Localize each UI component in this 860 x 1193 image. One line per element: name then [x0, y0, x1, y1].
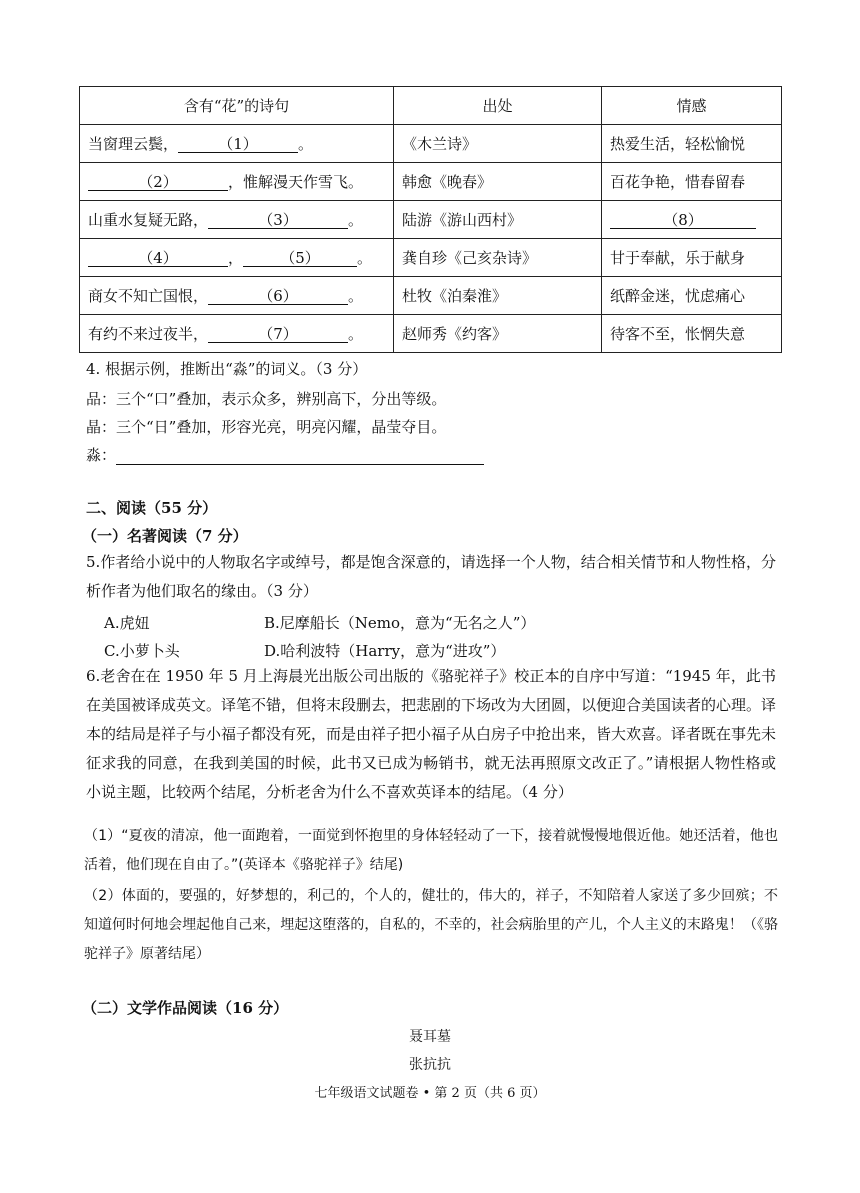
- emotion-cell: 热爱生活，轻松愉悦: [602, 125, 782, 163]
- emotion-cell: 纸醉金迷，忧虑痛心: [602, 277, 782, 315]
- table-row: [80, 125, 782, 163]
- source-cell: 赵师秀《约客》: [394, 315, 602, 353]
- emotion-cell: 百花争艳，惜春留春: [602, 163, 782, 201]
- answer-blank[interactable]: （5）: [243, 250, 357, 267]
- subsection-1-title: （一）名著阅读（7 分）: [82, 527, 248, 545]
- answer-blank[interactable]: [116, 450, 484, 465]
- q4-title: 4. 根据示例，推断出“淼”的词义。（3 分）: [86, 360, 368, 378]
- answer-blank[interactable]: （4）: [88, 250, 228, 267]
- q5-option-d: D.哈利波特（Harry，意为“进攻”）: [264, 642, 506, 660]
- table-row: [80, 201, 782, 239]
- article-author: 张抗抗: [409, 1057, 451, 1073]
- article-title: 聂耳墓: [409, 1029, 451, 1045]
- poem-table: [79, 86, 782, 353]
- answer-blank[interactable]: （6）: [208, 288, 348, 305]
- poem-cell: 当窗理云鬓， （1） 。: [80, 125, 394, 163]
- header-source: 出处: [394, 87, 602, 125]
- source-cell: 龚自珍《己亥杂诗》: [394, 239, 602, 277]
- header-emotion: 情感: [602, 87, 782, 125]
- table-row: [80, 163, 782, 201]
- source-cell: 陆游《游山西村》: [394, 201, 602, 239]
- answer-blank[interactable]: （7）: [208, 326, 348, 343]
- q5-text: 5.作者给小说中的人物取名字或绰号，都是饱含深意的，请选择一个人物，结合相关情节和人物性格，分析作者为他们取名的缘由。（3 分）: [86, 553, 776, 600]
- poem-cell: （4） ， （5） 。: [80, 239, 394, 277]
- poem-cell: 商女不知亡国恨， （6） 。: [80, 277, 394, 315]
- poem-cell: 有约不来过夜半， （7） 。: [80, 315, 394, 353]
- q6-excerpt-2: （2）体面的，要强的，好梦想的，利己的，个人的，健壮的，伟大的，祥子，不知陪着人家送了多少回殡；不知道何时何地会埋起他自己来，埋起这堕落的，自私的，不幸的，社会病胎里的产儿，个人主义的末路鬼！（《骆驼祥子》原著结尾）: [84, 888, 778, 962]
- table-row: [80, 315, 782, 353]
- source-cell: 《木兰诗》: [394, 125, 602, 163]
- emotion-cell: 待客不至，怅惘失意: [602, 315, 782, 353]
- answer-blank[interactable]: （2）: [88, 174, 228, 191]
- emotion-cell: [602, 201, 782, 239]
- source-cell: 杜牧《泊秦淮》: [394, 277, 602, 315]
- q6-text: 6.老舍在在 1950 年 5 月上海晨光出版公司出版的《骆驼祥子》校正本的自序中写道：“1945 年，此书在美国被译成英文。译笔不错，但将末段删去，把悲剧的下场改为大团圆，以便迎合美国读者的心理。译本的结局是祥子与小福子都没有死，而是由祥子把小福子从白房子中抢出来，皆大欢喜。译者既在事先未征求我的同意，在我到美国的时候，此书又已成为畅销书，就无法再照原文改正了。”请根据人物性格或小说主题，比较两个结尾，分析老舍为什么不喜欢英译本的结尾。（4 分）: [86, 667, 777, 801]
- q4-example-2: 晶：三个“日”叠加，形容光亮，明亮闪耀，晶莹夺目。: [86, 418, 447, 436]
- section-2-title: 二、阅读（55 分）: [86, 499, 218, 517]
- header-poem: 含有“花”的诗句: [80, 87, 394, 125]
- table-header-row: [80, 87, 782, 125]
- q5-option-c: C.小萝卜头: [104, 642, 180, 660]
- answer-blank[interactable]: （1）: [178, 136, 298, 153]
- page-footer: 七年级语文试题卷 • 第 2 页（共 6 页）: [314, 1086, 546, 1101]
- answer-blank[interactable]: （3）: [208, 212, 348, 229]
- poem-cell: 山重水复疑无路， （3） 。: [80, 201, 394, 239]
- q4-answer-line: 淼：: [86, 444, 484, 465]
- q4-example-1: 品：三个“口”叠加，表示众多，辨别高下，分出等级。: [86, 390, 447, 408]
- table-row: [80, 239, 782, 277]
- emotion-cell: 甘于奉献，乐于献身: [602, 239, 782, 277]
- subsection-2-title: （二）文学作品阅读（16 分）: [82, 999, 289, 1017]
- table-row: [80, 277, 782, 315]
- q5-option-a: A.虎妞: [104, 614, 150, 632]
- poem-cell: （2） ，惟解漫天作雪飞。: [80, 163, 394, 201]
- answer-blank[interactable]: （8）: [610, 212, 756, 229]
- q5-option-b: B.尼摩船长（Nemo，意为“无名之人”）: [264, 614, 536, 632]
- source-cell: 韩愈《晚春》: [394, 163, 602, 201]
- q6-excerpt-1: （1）“夏夜的清凉，他一面跑着，一面觉到怀抱里的身体轻轻动了一下，接着就慢慢地偎近他。她还活着，他也活着，他们现在自由了。”(英译本《骆驼祥子》结尾): [84, 828, 778, 873]
